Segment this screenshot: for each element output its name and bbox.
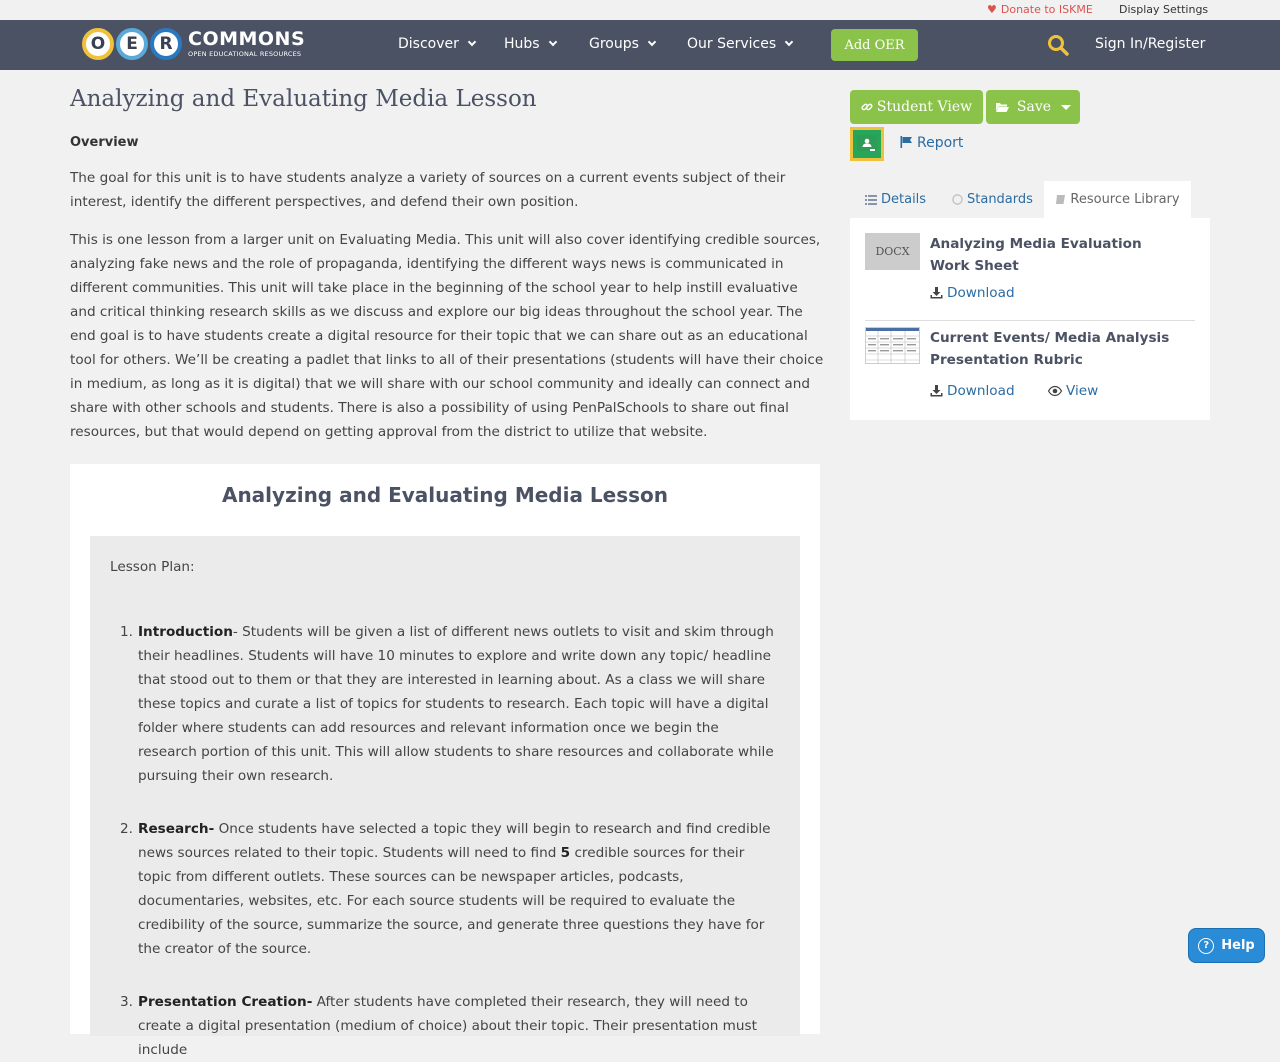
student-view-button[interactable] [850,90,983,124]
logo-letter-e: E [116,28,148,60]
tab-standards-label: Standards [967,192,1033,207]
docx-thumbnail[interactable]: DOCX [865,233,920,270]
download-label: Download [947,383,1015,399]
step-text: After students have completed their research, they will need to create a digital presentation (medium of choice) about their topic. Their presentation must include [138,994,757,1058]
sign-in-register-link[interactable]: Sign In/Register [1095,36,1206,52]
step-title: Introduction [138,624,233,640]
step-title: Research- [138,821,215,837]
flag-icon [900,136,913,148]
lesson-step-3 [120,990,780,1062]
resource-tabs [850,181,1210,218]
resource-title[interactable]: Current Events/ Media Analysis Presentation Rubric [930,330,1170,368]
nav-discover[interactable] [398,36,475,52]
nav-our-services[interactable] [687,36,792,52]
search-icon[interactable] [1047,34,1069,56]
lesson-plan-label: Lesson Plan: [110,559,195,575]
resource-item [865,233,1195,321]
main-navbar [0,20,1280,70]
download-label: Download [947,285,1015,301]
download-link[interactable] [930,383,1015,399]
caret-down-icon [1061,105,1071,110]
step-number: 1. [120,624,133,640]
step-text-b: credible sources for their topic from different outlets. These sources can be newspaper articles, podcasts, documentaries, websites, etc. For each source students will be required to evaluate the credibility of the source, summarize the source, and generate three questions they have for the creator of the source. [138,845,765,957]
eye-icon [1048,386,1062,396]
question-icon: ? [1198,938,1214,954]
resource-title[interactable]: Analyzing Media Evaluation Work Sheet [930,236,1142,274]
display-settings-link[interactable]: Display Settings [1119,3,1209,16]
report-label: Report [917,135,964,151]
overview-heading: Overview [70,135,139,150]
view-link[interactable] [1048,383,1098,399]
nav-our-services-label: Our Services [687,36,777,52]
logo-letter-r: R [150,28,182,60]
book-icon [1055,194,1066,205]
lesson-content-box [70,464,820,1058]
help-button[interactable] [1188,928,1265,963]
rubric-thumbnail[interactable] [865,327,920,364]
student-view-label: Student View [876,99,973,115]
oer-commons-logo[interactable] [82,26,305,62]
tab-resource-library[interactable] [1044,181,1191,218]
donate-link[interactable] [987,3,1093,16]
nav-groups[interactable] [589,36,655,52]
help-label: Help [1221,938,1255,953]
google-classroom-share-button[interactable] [850,127,884,161]
resource-library-panel [850,218,1210,420]
heart-icon: ♥ [987,3,997,16]
nav-groups-label: Groups [589,36,639,52]
logo-main-text: COMMONS [188,28,306,51]
nav-hubs[interactable] [504,36,556,52]
google-classroom-icon [855,134,879,154]
nav-discover-label: Discover [398,36,459,52]
lesson-step-1 [120,620,780,788]
lesson-box-title: Analyzing and Evaluating Media Lesson [221,483,669,507]
download-link[interactable] [930,285,1015,301]
download-icon [930,287,943,299]
tab-details-label: Details [881,192,927,207]
chevron-down-icon [648,38,656,46]
download-icon [930,385,943,397]
add-oer-button[interactable]: Add OER [831,29,918,61]
lesson-step-2 [120,817,780,961]
overview-paragraph-1: The goal for this unit is to have students analyze a variety of sources on a current events subject of their interest, identify the different perspectives, and defend their own position. [70,170,786,210]
logo-letter-o: O [82,28,114,60]
tab-resource-library-label: Resource Library [1070,192,1180,207]
chevron-down-icon [548,38,556,46]
step-bold-count: 5 [560,845,571,861]
logo-sub-text: OPEN EDUCATIONAL RESOURCES [188,50,302,59]
nav-hubs-label: Hubs [504,36,540,52]
save-label: Save [1016,99,1052,115]
step-number: 2. [120,821,133,837]
logo-wordmark [188,30,305,58]
lesson-plan-panel [90,536,800,1058]
page-title: Analyzing and Evaluating Media Lesson [70,86,537,112]
folder-open-icon [995,101,1010,113]
step-text: - Students will be given a list of different news outlets to visit and skim through their headlines. Students will have 10 minutes to explore and write down any topic/ headline that stood out to them or that they are interested in learning about. As a class we will share these topics and curate a list of topics for students to research. Each topic will have a digital folder where students can add resources and relevant information once we begin the research portion of this unit. This will allow students to share resources and collaborate while pursuing their own research. [138,624,774,784]
chevron-down-icon [468,38,476,46]
tab-details[interactable] [865,181,926,218]
utility-bar [0,0,1280,20]
step-text-a: Once students have selected a topic they will begin to research and find credible news sources related to their topic. Students will need to find [138,821,771,861]
report-link[interactable] [900,135,963,151]
link-icon [861,101,873,113]
list-icon [865,195,877,205]
resource-item [865,327,1195,407]
view-label: View [1066,383,1099,399]
overview-paragraph-2: This is one lesson from a larger unit on Evaluating Media. This unit will also cover identifying credible sources, analyzing fake news and the role of propaganda, identifying the different ways news is communicated in different communities. This unit will take place in the beginning of the school year to help instill evaluative and critical thinking research skills as we discuss and explore our big ideas throughout the school year. The end goal is to have students create a digital resource for their topic that we can share out as an educational tool for others. We’ll be creating a padlet that links to all of their presentations (students will have their choice in medium, as long as it is digital) that we will share with our school community and ideally can connect and share with other schools and students. There is also a possibility of using PenPalSchools to share out final resources, but that would depend on getting approval from the district to utilize that website. [70,232,824,440]
tab-standards[interactable] [952,181,1033,218]
donate-label: Donate to ISKME [1000,3,1093,16]
circle-icon [952,194,963,205]
step-number: 3. [120,994,133,1010]
chevron-down-icon [785,38,793,46]
save-button[interactable] [986,90,1080,124]
step-title: Presentation Creation- [138,994,313,1010]
